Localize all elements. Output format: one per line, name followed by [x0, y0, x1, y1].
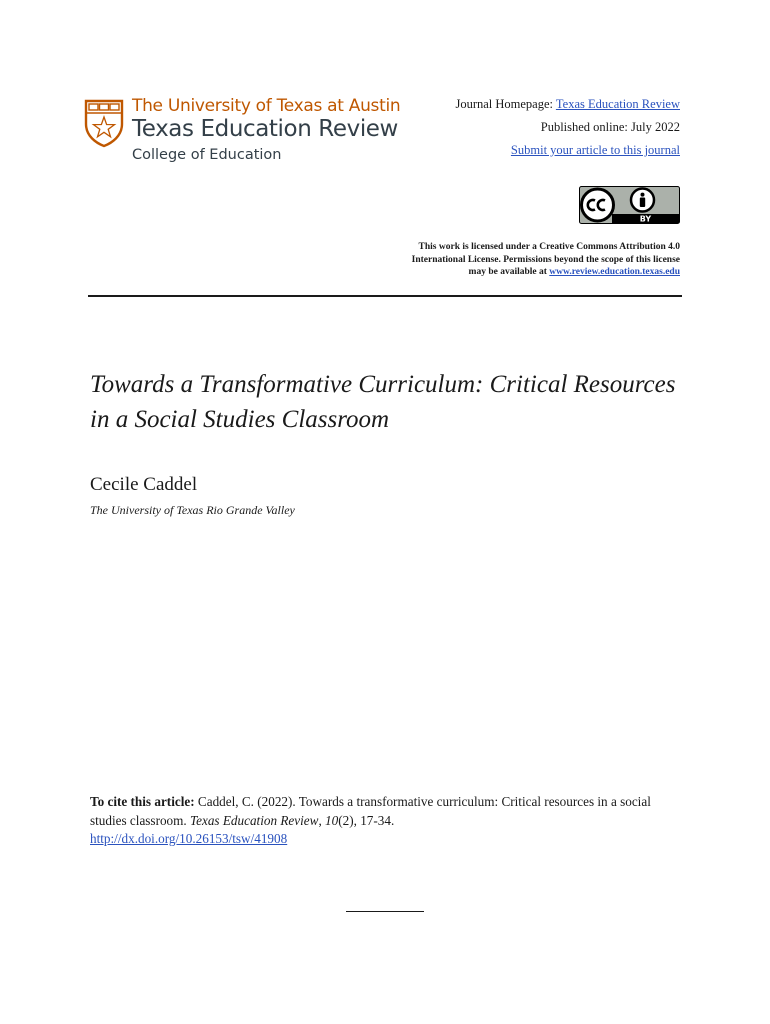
college-name: College of Education: [132, 147, 282, 163]
citation-text: Caddel, C. (2022). Towards a transformative curriculum: Critical resources in a social studies classroom.: [90, 794, 651, 828]
header-divider: [88, 295, 682, 297]
journal-meta: [455, 93, 680, 162]
article-title: [90, 367, 690, 437]
cc-by-icon[interactable]: [579, 186, 680, 224]
journal-name: Texas Education Review: [132, 116, 398, 142]
review-website-link[interactable]: www.review.education.texas.edu: [549, 267, 680, 277]
homepage-link[interactable]: Texas Education Review: [555, 97, 680, 111]
citation-journal: Texas Education Review: [190, 812, 319, 828]
license-line-1: This work is licensed under a Creative Commons Attribution 4.0: [418, 242, 680, 252]
title-line-2: in a Social Studies Classroom: [90, 406, 390, 433]
license-notice: [360, 241, 680, 279]
author-name: Cecile Caddel: [90, 474, 198, 495]
license-line-3-prefix: may be available at: [468, 267, 547, 277]
homepage-line: [455, 93, 680, 116]
citation-label: To cite this article:: [90, 794, 195, 809]
published-date: Published online: July 2022: [540, 120, 680, 134]
journal-logo: [84, 96, 424, 168]
doi-link[interactable]: http://dx.doi.org/10.26153/tsw/41908: [90, 831, 288, 846]
ut-shield-icon: [84, 98, 124, 148]
submit-article-link[interactable]: Submit your article to this journal: [510, 143, 680, 157]
author-affiliation: The University of Texas Rio Grande Valley: [90, 503, 295, 517]
title-line-1: Towards a Transformative Curriculum: Critical Resources: [90, 371, 676, 398]
cc-by-label: BY: [639, 214, 652, 224]
license-line-2: International License. Permissions beyond the scope of this license: [411, 254, 680, 265]
university-name: The University of Texas at Austin: [132, 96, 401, 116]
citation-block: To cite this article: Caddel, C. (2022). Towards a transformative curriculum: Critical resources in a social studies classroom. Texas Education Review, 10(2), 17-34. http://dx.doi.org/10.26153/tsw/41908: [90, 794, 651, 846]
homepage-label: Journal Homepage:: [455, 97, 553, 111]
citation-issue-pages: (2), 17-34.: [338, 812, 395, 828]
license-line-3: [360, 266, 680, 279]
citation-volume: 10: [325, 812, 339, 828]
footnote-rule: [346, 911, 424, 912]
